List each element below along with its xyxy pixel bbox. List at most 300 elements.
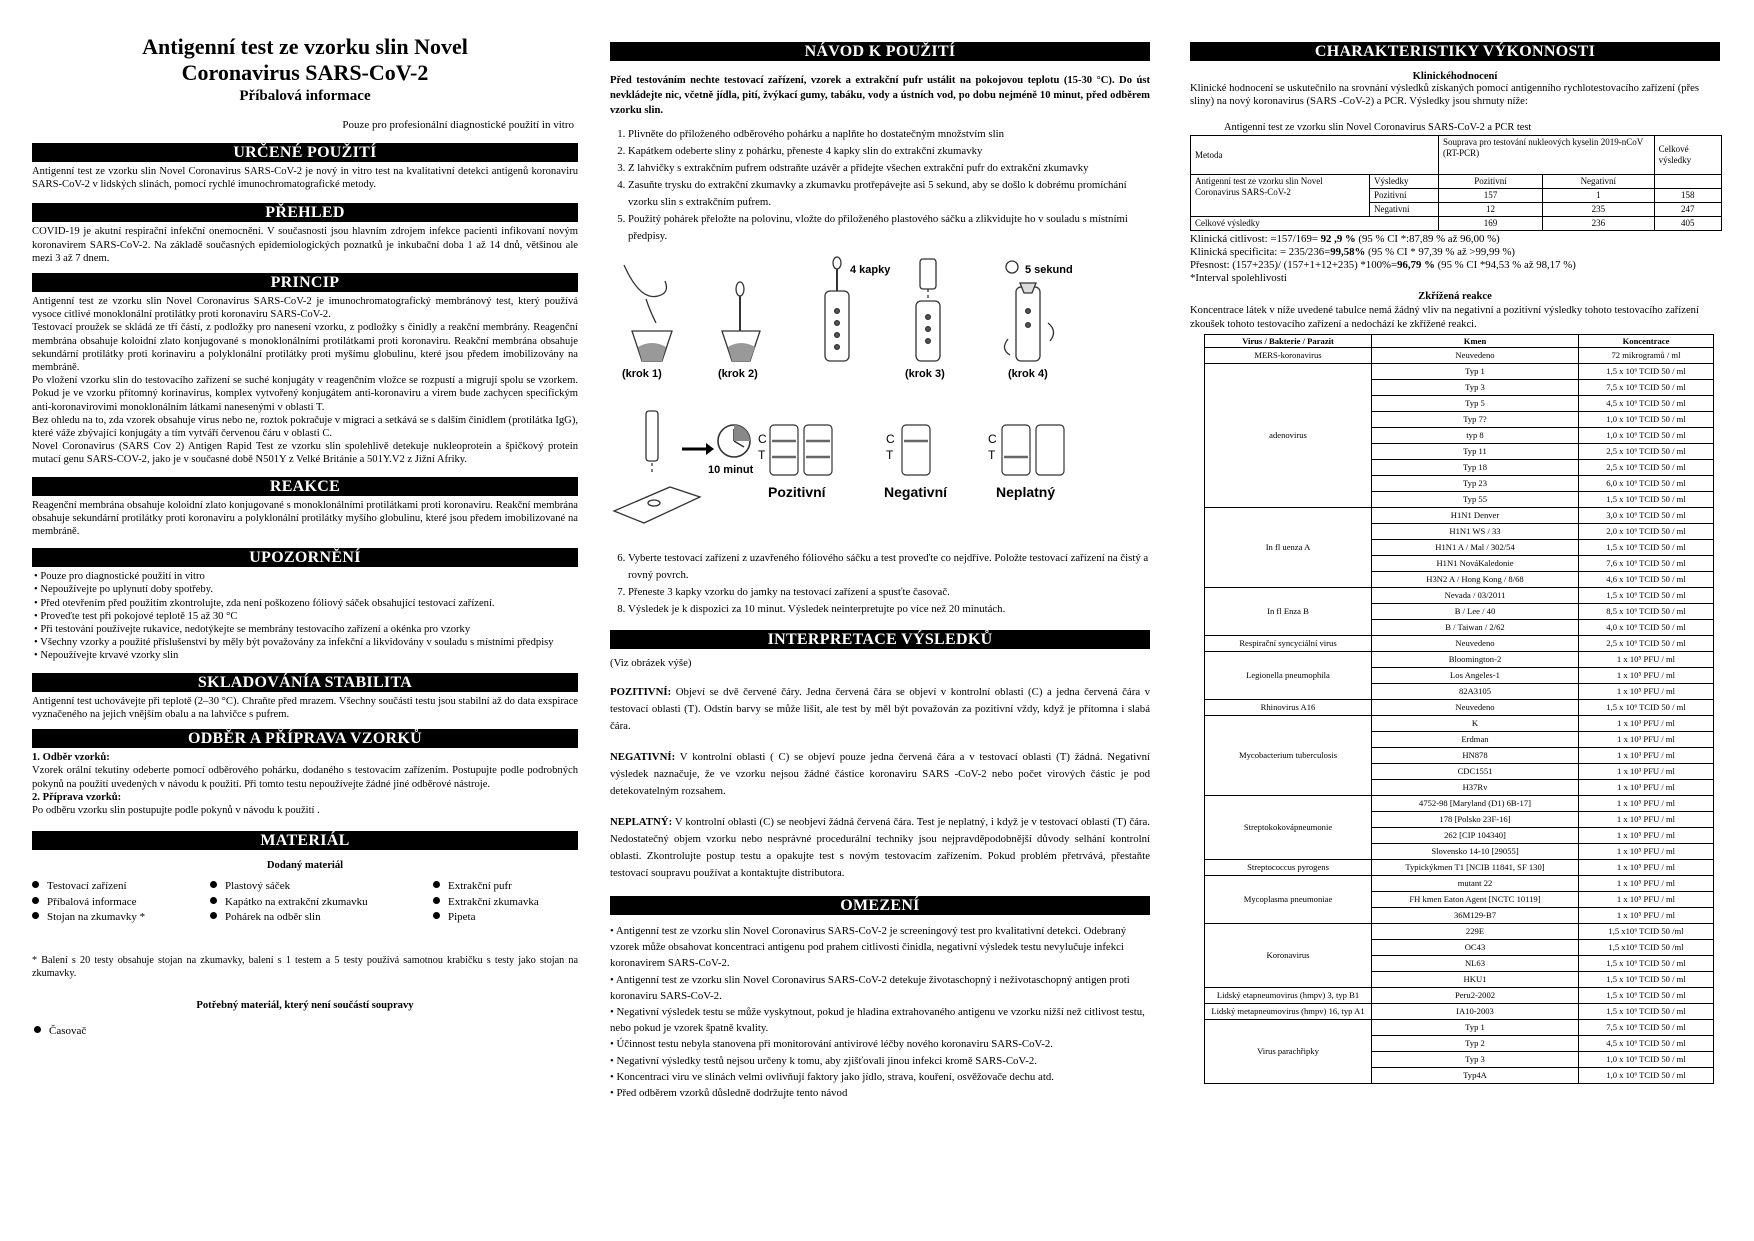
list-item-text: Negativní výsledky testů nejsou určeny k tomu, aby zjišťovali jinou infekci kromě SARS-CoV-2. [616, 1054, 1037, 1067]
minutes-label: 10 minut [708, 464, 754, 476]
step2-label: (krok 2) [718, 368, 758, 380]
positive-interpretation [610, 684, 1150, 735]
concentration-cell: 1,0 x 10⁶ TCID 50 / ml [1579, 1051, 1714, 1067]
list-item: • Antigenní test ze vzorku slin Novel Coronavirus SARS-CoV-2 detekuje životaschopný i neživotaschopný antigen proti koronaviru SARS-CoV-2. [610, 973, 1130, 1002]
concentration-cell: 7,6 x 10⁶ TCID 50 / ml [1579, 555, 1714, 571]
list-item: 2. Kapátkem odeberte sliny z pohárku, přeneste 4 kapky slin do extrakční zkumavky [628, 143, 1150, 160]
strain-cell: 262 [CIP 104340] [1372, 827, 1579, 843]
table-row [1205, 635, 1714, 651]
concentration-cell: 4,6 x 10⁶ TCID 50 / ml [1579, 571, 1714, 587]
strain-cell: 82A3105 [1372, 683, 1579, 699]
strain-cell: CDC1551 [1372, 763, 1579, 779]
navod-steps-2 [610, 550, 1150, 618]
list-item-text: Pouze pro diagnostické použití in vitro [40, 571, 205, 583]
strain-cell: Typ 2 [1372, 1035, 1579, 1051]
strain-cell: Slovensko 14-10 [29055] [1372, 843, 1579, 859]
concentration-cell: 72 mikrogramů / ml [1579, 347, 1714, 363]
concentration-cell: 7,5 x 10⁶ TCID 50 / ml [1579, 1019, 1714, 1035]
strain-cell: Erdman [1372, 731, 1579, 747]
stat-text: (95 % CI * 97,39 % až >99,99 %) [1365, 246, 1516, 259]
list-item-text: Negativní výsledek testu se může vyskytnout, pokud je hladina extrahovaného antigenu ve vzorku nižší než citlivost testu, nebo pokud je vzorek špatně kvality. [610, 1006, 1145, 1035]
list-item-text: Před otevřením před použitím zkontrolujte, zda není poškozeno fóliový sáček obsahující testovací zařízení. [40, 597, 495, 609]
odber-text1: Vzorek orální tekutiny odeberte pomocí odběrového pohárku, dodaného s testovacím zařízením. Postupujte podle podrobných pokynů na použití uvedených v návodu k použití. Při tomto testu nepoužívejte žádné jiné odběrové nástroje. [32, 765, 578, 790]
strain-cell: H3N2 A / Hong Kong / 8/68 [1372, 571, 1579, 587]
clinical-evaluation-text: Klinické hodnocení se uskutečnilo na srovnání výsledků získaných pomocí antigenního rychlotestovacího zařízení (přes sliny) na nový koronavirus (SARS -CoV-2) a PCR. Výsledky jsou shrnuty níže: [1190, 83, 1699, 108]
list-item-text: Extrakční pufr [448, 880, 512, 893]
concentration-cell: 1 x 10⁵ PFU / ml [1579, 811, 1714, 827]
concentration-cell: 1,5 x 10⁶ TCID 50 / ml [1579, 971, 1714, 987]
princip-p2: Testovací proužek se skládá ze tří částí, z podložky pro nanesení vzorku, z podložky s činidly a reakční membrány. Reagenční membrána obsahuje koloidní zlato konjugované s monoklonálními protilátkami proti koronaviru. Reakční membrána obsahuje sekundární protilátky proti korinaviru a polyklonální protilátky proti myšímu globulinu, které jsou předem imobilizovány na membráně. [32, 322, 578, 374]
material-grid [32, 879, 578, 926]
positive-text: Objeví se dvě červené čáry. Jedna červená čára se objeví v kontrolní oblasti (C) a jedna červená čára v testovací oblasti (T). Odstín barvy se může lišit, ale test by měl být považován za pozitivní vždy, když je přítomna i slabá čára. [610, 686, 1151, 732]
table-row [1205, 587, 1714, 603]
dropper-tube-illustration [825, 257, 849, 361]
strain-cell: H1N1 WS / 33 [1372, 523, 1579, 539]
table-cell: Antigenní test ze vzorku slin Novel Coronavirus SARS-CoV-2 [1191, 175, 1370, 217]
stat-value: 96,79 % [1397, 259, 1435, 272]
stat-text: Přesnost: (157+235)/ (157+1+12+235) *100%= [1190, 259, 1398, 272]
navod-steps [610, 126, 1150, 245]
stat-accuracy [1190, 259, 1720, 272]
bullet-icon [32, 897, 39, 904]
invalid-text: V kontrolní oblasti (C) se neobjeví žádná červená čára. Test je neplatný, i když je v testovací oblasti (T) čára. Nedostatečný objem vzorku nebo nesprávné procedurální techniky jsou nejpravděpodobnější důvody selhání kontrolní oblasti. Zkontrolujte postup testu a opakujte test s novým testovacím zařízením. Pokud problém přetrvává, přestaňte testovací soupravu používat a kontaktujte distributora. [610, 816, 1150, 879]
list-item: • Negativní výsledky testů nejsou určeny k tomu, aby zjišťovali jinou infekci kromě SARS-CoV-2. [610, 1054, 1037, 1067]
section-title-reakce: REAKCE [32, 477, 578, 496]
cross-reaction-title: Zkřížená reakce [1418, 291, 1492, 303]
concentration-cell: 1,5 x10⁶ TCID 50 /ml [1579, 923, 1714, 939]
concentration-cell: 1,5 x 10⁶ TCID 50 / ml [1579, 363, 1714, 379]
strain-cell: H1N1 Denver [1372, 507, 1579, 523]
table-cell: 1 [1543, 189, 1655, 203]
list-item: • Antigenní test ze vzorku slin Novel Coronavirus SARS-CoV-2 je screeningový test pro kvalitativní detekci. Odebraný vzorek může obsahovat koncentraci antigenu pod prahem citlivosti činidla, negativní výsledek testu nevylučuje infekci koronavirem SARS-CoV-2. [610, 925, 1127, 970]
navod-intro: Před testováním nechte testovací zařízení, vzorek a extrakční pufr ustálit na pokojovou teplotu (15-30 °C). Do úst nevkládejte nic, včetně jídla, pití, žvýkací gumy, tabáku, vody a ústních vod, po dobu nejméně 10 minut, před odběrem vzorku slin. [610, 75, 1150, 116]
timer-icon [718, 425, 750, 457]
table-row [1205, 347, 1714, 363]
list-item-text: Před odběrem vzorků důsledně dodržujte tento návod [616, 1087, 848, 1100]
list-item-text: Testovací zařízení [47, 880, 127, 893]
organism-cell: In fl Enza B [1205, 587, 1372, 635]
strain-cell: Typ 3 [1372, 379, 1579, 395]
concentration-cell: 1,5 x 10⁶ TCID 50 / ml [1579, 1003, 1714, 1019]
section-title-navod: NÁVOD K POUŽITÍ [610, 42, 1150, 61]
table-row [1191, 175, 1722, 189]
concentration-cell: 1 x 10⁵ PFU / ml [1579, 875, 1714, 891]
performance-table [1190, 135, 1722, 231]
concentration-cell: 1 x 10⁵ PFU / ml [1579, 795, 1714, 811]
list-item-text: Antigenní test ze vzorku slin Novel Coronavirus SARS-CoV-2 je screeningový test pro kvalitativní detekci. Odebraný vzorek může obsahovat koncentraci antigenu pod prahem citlivosti činidla, negativní výsledek testu nevylučuje infekci koronavirem SARS-CoV-2. [610, 925, 1127, 970]
list-item-text: Nepoužívejte po uplynutí doby spotřeby. [40, 584, 213, 596]
table-header: Virus / Bakterie / Parazit [1205, 334, 1372, 347]
strain-cell: Bloomington-2 [1372, 651, 1579, 667]
table-row [1205, 1003, 1714, 1019]
section-title-urcene: URČENÉ POUŽITÍ [32, 143, 578, 162]
strain-cell: HKU1 [1372, 971, 1579, 987]
column-left [32, 34, 578, 1037]
organism-cell: Koronavirus [1205, 923, 1372, 987]
section-title-princip: PRINCIP [32, 273, 578, 292]
odber-sub2: 2. Příprava vzorků: [32, 791, 122, 803]
t-label: T [988, 448, 996, 462]
reakce-text: Reagenční membrána obsahuje koloidní zlato konjugované s monoklonálními protilátkami proti koronaviru. Reakční membrána obsahuje sekundární protilátky proti koronaviru a polyklonální protilátky myšího globulinu, které jsou předem imobilizované na membráně. [32, 499, 578, 538]
bullet-icon [32, 881, 39, 888]
concentration-cell: 1 x 10⁵ PFU / ml [1579, 907, 1714, 923]
list-item-text: Časovač [49, 1025, 87, 1038]
concentration-cell: 1 x 10⁵ PFU / ml [1579, 859, 1714, 875]
table-cell: 157 [1439, 189, 1543, 203]
t-label: T [886, 448, 894, 462]
doc-title-line1: Antigenní test ze vzorku slin Novel [142, 34, 468, 59]
doc-title [32, 34, 578, 86]
list-item [433, 895, 573, 911]
organism-cell: Lidský metapneumovirus (hmpv) 16, typ A1 [1205, 1003, 1372, 1019]
concentration-cell: 4,5 x 10⁶ TCID 50 / ml [1579, 1035, 1714, 1051]
table-row [1205, 651, 1714, 667]
list-item: 8. Výsledek je k dispozici za 10 minut. Výsledek neinterpretujte po více než 20 minutách. [628, 601, 1150, 618]
organism-cell: Streptokokovápneumonie [1205, 795, 1372, 859]
table-row [1205, 859, 1714, 875]
strain-cell: OC43 [1372, 939, 1579, 955]
list-item [210, 879, 433, 895]
strain-cell: HN878 [1372, 747, 1579, 763]
bullet-icon [34, 1026, 41, 1033]
list-item [433, 910, 573, 926]
skladovani-text: Antigenní test uchovávejte při teplotě (2–30 °C). Chraňte před mrazem. Všechny součásti testu jsou stabilní až do data exspirace vyznačeného na jejich vnějším obalu a na lahvičce s pufrem. [32, 695, 578, 720]
section-title-material: MATERIÁL [32, 831, 578, 850]
section-title-odber: ODBĚR A PŘÍPRAVA VZORKŮ [32, 729, 578, 748]
concentration-cell: 1 x 10⁵ PFU / ml [1579, 667, 1714, 683]
list-item [32, 910, 210, 926]
concentration-cell: 1 x 10³ PFU / ml [1579, 763, 1714, 779]
concentration-cell: 1,5 x 10⁶ TCID 50 / ml [1579, 587, 1714, 603]
negative-label: Negativní [884, 484, 948, 500]
negative-interpretation [610, 749, 1150, 800]
table-cell: Celkové výsledky [1654, 136, 1721, 175]
organism-cell: Mycoplasma pneumoniae [1205, 875, 1372, 923]
table-cell: 12 [1439, 203, 1543, 217]
concentration-cell: 2,5 x 10⁶ TCID 50 / ml [1579, 635, 1714, 651]
invalid-interpretation [610, 814, 1150, 882]
strain-cell: Neuvedeno [1372, 635, 1579, 651]
concentration-cell: 1,5 x 10⁶ TCID 50 / ml [1579, 699, 1714, 715]
step3-illustration [916, 259, 940, 361]
stat-text: (95 % CI *94,53 % až 98,17 %) [1434, 259, 1576, 272]
doc-title-line2: Coronavirus SARS-CoV-2 [181, 60, 429, 85]
strain-cell: Neuvedeno [1372, 699, 1579, 715]
list-item-text: Plastový sáček [225, 880, 291, 893]
concentration-cell: 1,0 x 10⁶ TCID 50 / ml [1579, 1067, 1714, 1083]
table-cell: Metoda [1191, 136, 1439, 175]
concentration-cell: 4,0 x 10⁶ TCID 50 / ml [1579, 619, 1714, 635]
concentration-cell: 1 x 10⁵ PFU / ml [1579, 827, 1714, 843]
negative-label: NEGATIVNÍ: [610, 751, 676, 763]
list-item [433, 879, 573, 895]
concentration-cell: 1,5 x 10⁶ TCID 50 / ml [1579, 491, 1714, 507]
odber-text2: Po odběru vzorku slin postupujte podle pokynů v návodu k použití . [32, 804, 320, 816]
table-row [1205, 1019, 1714, 1035]
list-item: • Negativní výsledek testu se může vyskytnout, pokud je hladina extrahovaného antigenu ve vzorku nižší než citlivost testu, nebo pokud je vzorek špatně kvality. [610, 1006, 1145, 1035]
organism-cell: MERS-koronavirus [1205, 347, 1372, 363]
table-cell: 405 [1654, 217, 1721, 231]
list-item: • Nepoužívejte po uplynutí doby spotřeby. [34, 584, 213, 596]
omezeni-list [610, 923, 1150, 1101]
clinical-stats [1190, 233, 1720, 285]
concentration-cell: 1 x 10³ PFU / ml [1579, 747, 1714, 763]
section-title-omezeni: OMEZENÍ [610, 896, 1150, 915]
procedure-figure [610, 251, 1150, 556]
list-item-text: Příbalová informace [47, 895, 137, 908]
organism-cell: Lidský etapneumovirus (hmpv) 3, typ B1 [1205, 987, 1372, 1003]
stat-specificity [1190, 246, 1720, 259]
strain-cell: H1N1 A / Mal / 302/54 [1372, 539, 1579, 555]
list-item [32, 895, 210, 911]
list-item-text: Účinnost testu nebyla stanovena při monitorování antivirové léčby nového koronaviru SARS-CoV-2. [616, 1038, 1053, 1051]
table-row [1205, 875, 1714, 891]
list-item-text: Všechny vzorky a použité příslušenství by měly být považovány za infekční a likvidovány v souladu s místními předpisy [40, 637, 554, 649]
strain-cell: 229E [1372, 923, 1579, 939]
table-row [1205, 507, 1714, 523]
table-row [1191, 136, 1722, 175]
strain-cell: Typ 7? [1372, 411, 1579, 427]
c-label: C [988, 432, 997, 446]
organism-cell: Virus parachřipky [1205, 1019, 1372, 1083]
stat-text: *Interval spolehlivosti [1190, 272, 1287, 285]
list-item-text: Antigenní test ze vzorku slin Novel Coronavirus SARS-CoV-2 detekuje životaschopný i neživotaschopný antigen proti koronaviru SARS-CoV-2. [610, 973, 1130, 1002]
bullet-icon [433, 912, 440, 919]
strain-cell: typ 8 [1372, 427, 1579, 443]
arrow-icon [682, 443, 714, 455]
strain-cell: NL63 [1372, 955, 1579, 971]
section-title-prehled: PŘEHLED [32, 203, 578, 222]
seconds-label: 5 sekund [1025, 264, 1073, 276]
table-cell: Souprava pro testování nukleových kyselin 2019-nCoV (RT-PCR) [1439, 136, 1655, 175]
concentration-cell: 1 x 10³ PFU / ml [1579, 731, 1714, 747]
concentration-cell: 6,0 x 10⁶ TCID 50 / ml [1579, 475, 1714, 491]
needed-material-title: Potřebný materiál, který není součástí soupravy [196, 1000, 414, 1012]
concentration-cell: 2,5 x 10⁶ TCID 50 / ml [1579, 459, 1714, 475]
step2-illustration [722, 282, 760, 361]
step1-label: (krok 1) [622, 368, 662, 380]
list-item: 1. Plivněte do přiloženého odběrového pohárku a naplňte ho dostatečným množstvím slin [628, 126, 1150, 143]
table-cell: 247 [1654, 203, 1721, 217]
urcene-text: Antigenní test ze vzorku slin Novel Coronavirus SARS-CoV-2 je nový in vitro test na kvalitativní detekci antigenů koronaviru SARS-CoV-2 v lidských slinách, pomocí rychlé imunochromatografické metody. [32, 166, 578, 191]
list-item-text: Pohárek na odběr slin [225, 911, 321, 924]
list-item: • Proveďte test při pokojové teplotě 15 až 30 °C [34, 610, 238, 622]
strain-cell: H1N1 NováKaledonie [1372, 555, 1579, 571]
list-item: • Pouze pro diagnostické použití in vitro [34, 571, 205, 583]
section-title-interpretace: INTERPRETACE VÝSLEDKŮ [610, 630, 1150, 649]
concentration-cell: 1 x 10³ PFU / ml [1579, 715, 1714, 731]
list-item: 5. Použitý pohárek přeložte na polovinu, vložte do přiloženého plastového sáčku a zlikvidujte ho v souladu s místními předpisy. [628, 211, 1150, 245]
clinical-evaluation-title: Klinickéhodnocení [1412, 71, 1498, 82]
dodany-material-title: Dodaný materiál [266, 860, 344, 872]
negative-text: V kontrolní oblasti ( C) se objeví pouze jedna červená čára a v testovací oblasti (T) žádná. Negativní výsledek naznačuje, že ve vzorku nejsou žádné částice koronaviru SARS -CoV-2 nebo počet virových částic je pod detekovatelným rozsahem. [610, 751, 1150, 797]
positive-label: Pozitivní [768, 484, 826, 500]
invalid-label: Neplatný [996, 484, 1056, 500]
table-cell: 158 [1654, 189, 1721, 203]
strain-cell: FH kmen Eaton Agent [NCTC 10119] [1372, 891, 1579, 907]
concentration-cell: 7,5 x 10⁶ TCID 50 / ml [1579, 379, 1714, 395]
stat-value: 92 ,9 % [1320, 233, 1356, 246]
organism-cell: Rhinovirus A16 [1205, 699, 1372, 715]
organism-cell: adenovirus [1205, 363, 1372, 507]
list-item-text: Proveďte test při pokojové teplotě 15 až 30 °C [40, 610, 238, 622]
strain-cell: Typ4A [1372, 1067, 1579, 1083]
invalid-result-icon [1002, 425, 1064, 475]
doc-subtitle: Příbalová informace [239, 88, 371, 104]
list-item-text: Nepoužívejte krvavé vzorky slin [40, 650, 179, 662]
stat-text: Klinická citlivost: =157/169= [1190, 233, 1321, 246]
step4-illustration [1004, 261, 1053, 361]
cross-reaction-text: Koncentrace látek v níže uvedené tabulce nemá žádný vliv na negativní a pozitivní výsledky tohoto testovacího zařízení zkoušek tohoto testovacího zařízení a nedochází ke zkřížené reakci. [1190, 305, 1699, 330]
table-cell: Pozitivní [1370, 189, 1439, 203]
bullet-icon [32, 912, 39, 919]
strain-cell: IA10-2003 [1372, 1003, 1579, 1019]
cassette-illustration [614, 411, 700, 523]
concentration-cell: 1,5 x 10⁶ TCID 50 / ml [1579, 955, 1714, 971]
list-item-text: Kapátko na extrakční zkumavku [225, 895, 368, 908]
strain-cell: Nevada / 03/2011 [1372, 587, 1579, 603]
table-header: Koncentrace [1579, 334, 1714, 347]
strain-cell: Typ 1 [1372, 363, 1579, 379]
odber-sub1: 1. Odběr vzorků: [32, 752, 110, 764]
table-row [1205, 715, 1714, 731]
table-row [1205, 923, 1714, 939]
organism-cell: Streptococcus pyrogens [1205, 859, 1372, 875]
list-item: • Účinnost testu nebyla stanovena při monitorování antivirové léčby nového koronaviru SARS-CoV-2. [610, 1038, 1053, 1051]
organism-cell: Mycobacterium tuberculosis [1205, 715, 1372, 795]
strain-cell: K [1372, 715, 1579, 731]
concentration-cell: 8,5 x 10⁶ TCID 50 / ml [1579, 603, 1714, 619]
strain-cell: Typ 3 [1372, 1051, 1579, 1067]
concentration-cell: 1 x 10⁵ PFU / ml [1579, 891, 1714, 907]
table-row [1205, 699, 1714, 715]
strain-cell: Typ 23 [1372, 475, 1579, 491]
column-middle [610, 42, 1150, 1101]
princip-p4: Bez ohledu na to, zda vzorek obsahuje virus nebo ne, roztok pokračuje v migraci a setkává se s dalším činidlem (protilátka IgG), které váže zbývající konjugáty a tím vytváří červenou čáru v oblasti C. [32, 414, 578, 440]
list-item [210, 895, 433, 911]
step1-illustration [624, 265, 672, 361]
section-title-upozorneni: UPOZORNĚNÍ [32, 548, 578, 567]
strain-cell: H37Rv [1372, 779, 1579, 795]
prehled-text: COVID-19 je akutní respirační infekční onemocnění. V současnosti jsou hlavním zdrojem infekce pacienti infikovaní novým koronavirem SARS-CoV-2. Na základě současných epidemiologických poznatků je inkubační doba 1 až 14 dnů, většinou ale mezi 3 až 7 dnem. [32, 226, 578, 264]
table-cell: 236 [1543, 217, 1655, 231]
list-item: 4. Zasuňte trysku do extrakční zkumavky a zkumavku protřepávejte asi 5 sekund, aby se došlo k dobrému promíchání vzorku slin s extrakčním pufrem. [628, 177, 1150, 211]
step4-label: (krok 4) [1008, 368, 1048, 380]
stat-value: 99,58% [1330, 246, 1366, 259]
invalid-label: NEPLATNÝ: [610, 816, 673, 828]
drops-label: 4 kapky [850, 264, 891, 276]
list-item [32, 1025, 578, 1037]
upozorneni-list [32, 570, 578, 662]
table-cell [1654, 175, 1721, 189]
concentration-cell: 1,0 x 10⁶ TCID 50 / ml [1579, 411, 1714, 427]
table-row [1191, 217, 1722, 231]
concentration-cell: 1 x 10⁵ PFU / ml [1579, 651, 1714, 667]
positive-label: POZITIVNÍ: [610, 686, 672, 698]
table-row [1205, 795, 1714, 811]
princip-p5: Novel Coronavirus (SARS Cov 2) Antigen Rapid Test ze vzorku slin spolehlivě detekuje nukleoprotein a špičkový protein mutací genu SARS-COV-2, jako je v současné době N501Y z Velké Británie a 501Y.V2 z Jižní Afriky. [32, 441, 578, 466]
table-cell: Pozitivní [1439, 175, 1543, 189]
stat-text: Klinická specificita: = 235/236= [1190, 246, 1331, 259]
concentration-cell: 1 x 10⁵ PFU / ml [1579, 683, 1714, 699]
negative-result-icon [902, 425, 930, 475]
strain-cell: 36M129-B7 [1372, 907, 1579, 923]
strain-cell: Typ 1 [1372, 1019, 1579, 1035]
organism-cell: Legionella pneumophila [1205, 651, 1372, 699]
list-item: 3. Z lahvičky s extrakčním pufrem odstraňte uzávěr a přidejte všechen extrakční pufr do extrakční zkumavky [628, 160, 1150, 177]
list-item: • Všechny vzorky a použité příslušenství by měly být považovány za infekční a likvidovány v souladu s místními předpisy [34, 637, 554, 649]
strain-cell: Typ 5 [1372, 395, 1579, 411]
bullet-icon [210, 881, 217, 888]
t-label: T [758, 448, 766, 462]
list-item-text: Při testování používejte rukavice, nedotýkejte se membrány testovacího zařízení a okénka pro vzorky [40, 624, 471, 636]
list-item-text: Stojan na zkumavky * [47, 911, 146, 924]
concentration-cell: 2,0 x 10⁶ TCID 50 / ml [1579, 523, 1714, 539]
stat-sensitivity [1190, 233, 1720, 246]
table-cell: Negativní [1370, 203, 1439, 217]
strain-cell: Typ 55 [1372, 491, 1579, 507]
table-cell: 235 [1543, 203, 1655, 217]
strain-cell: Typ 11 [1372, 443, 1579, 459]
stat-text: (95 % CI *:87,89 % až 96,00 %) [1355, 233, 1500, 246]
table-header-row [1205, 334, 1714, 347]
c-label: C [758, 432, 767, 446]
list-item: 7. Přeneste 3 kapky vzorku do jamky na testovací zařízení a spusťte časovač. [628, 584, 1150, 601]
bullet-icon [433, 897, 440, 904]
section-title-skladovani: SKLADOVÁNÍA STABILITA [32, 673, 578, 692]
princip-p1: Antigenní test ze vzorku slin Novel Coronavirus SARS-CoV-2 je imunochromatografický membránový test, který používá vysoce citlivé monoklonální protilátky proti koronaviru SARS-CoV-2. [32, 296, 578, 321]
concentration-cell: 1 x 10³ PFU / ml [1579, 779, 1714, 795]
table-cell: Výsledky [1370, 175, 1439, 189]
bullet-icon [210, 897, 217, 904]
strain-cell: Peru2-2002 [1372, 987, 1579, 1003]
organism-cell: Respirační syncyciální virus [1205, 635, 1372, 651]
table-cell: Negativní [1543, 175, 1655, 189]
organism-cell: In fl uenza A [1205, 507, 1372, 587]
list-item-text: Extrakční zkumavka [448, 895, 539, 908]
list-item: • Před odběrem vzorků důsledně dodržujte tento návod [610, 1087, 848, 1100]
princip-p3: Po vložení vzorku slin do testovacího zařízení se suché konjugáty v reagenčním vložce se rozpustí a migrují spolu se vzorkem. Pokud je ve vzorku přítomný korinavirus, komplex vytvořený konjugátem anti-koronaviru a virem bude zachycen specifickým anti-koronavirovimi monoklonálním látkami nanesenými v oblasti T. [32, 375, 578, 413]
strain-cell: B / Lee / 40 [1372, 603, 1579, 619]
bullet-icon [210, 912, 217, 919]
column-right [1190, 42, 1720, 1084]
table-row [1205, 363, 1714, 379]
concentration-cell: 1,5 x 10⁶ TCID 50 / ml [1579, 539, 1714, 555]
bullet-icon [433, 881, 440, 888]
list-item-text: Pipeta [448, 911, 476, 924]
concentration-cell: 1,5 x10⁶ TCID 50 /ml [1579, 939, 1714, 955]
concentration-cell: 4,5 x 10⁶ TCID 50 / ml [1579, 395, 1714, 411]
concentration-cell: 1,5 x 10⁶ TCID 50 / ml [1579, 987, 1714, 1003]
strain-cell: B / Taiwan / 2/62 [1372, 619, 1579, 635]
positive-result-icon [770, 425, 832, 475]
section-title-charakteristiky: CHARAKTERISTIKY VÝKONNOSTI [1190, 42, 1720, 61]
cross-reaction-table [1204, 334, 1714, 1084]
strain-cell: Typ 18 [1372, 459, 1579, 475]
table-cell: Celkové výsledky [1191, 217, 1439, 231]
strain-cell: mutant 22 [1372, 875, 1579, 891]
table-header: Kmen [1372, 334, 1579, 347]
list-item [32, 879, 210, 895]
list-item: • Při testování používejte rukavice, nedotýkejte se membrány testovacího zařízení a okénka pro vzorky [34, 624, 471, 636]
strain-cell: Los Angeles-1 [1372, 667, 1579, 683]
strain-cell: 178 [Polsko 23F-16] [1372, 811, 1579, 827]
material-footnote: * Balení s 20 testy obsahuje stojan na zkumavky, balení s 1 testem a 5 testy používá samotnou krabičku s testy jako stojan na zkumavky. [32, 954, 578, 979]
step3-label: (krok 3) [905, 368, 945, 380]
concentration-cell: 1,0 x 10⁶ TCID 50 / ml [1579, 427, 1714, 443]
list-item: • Nepoužívejte krvavé vzorky slin [34, 650, 179, 662]
concentration-cell: 3,0 x 10⁶ TCID 50 / ml [1579, 507, 1714, 523]
